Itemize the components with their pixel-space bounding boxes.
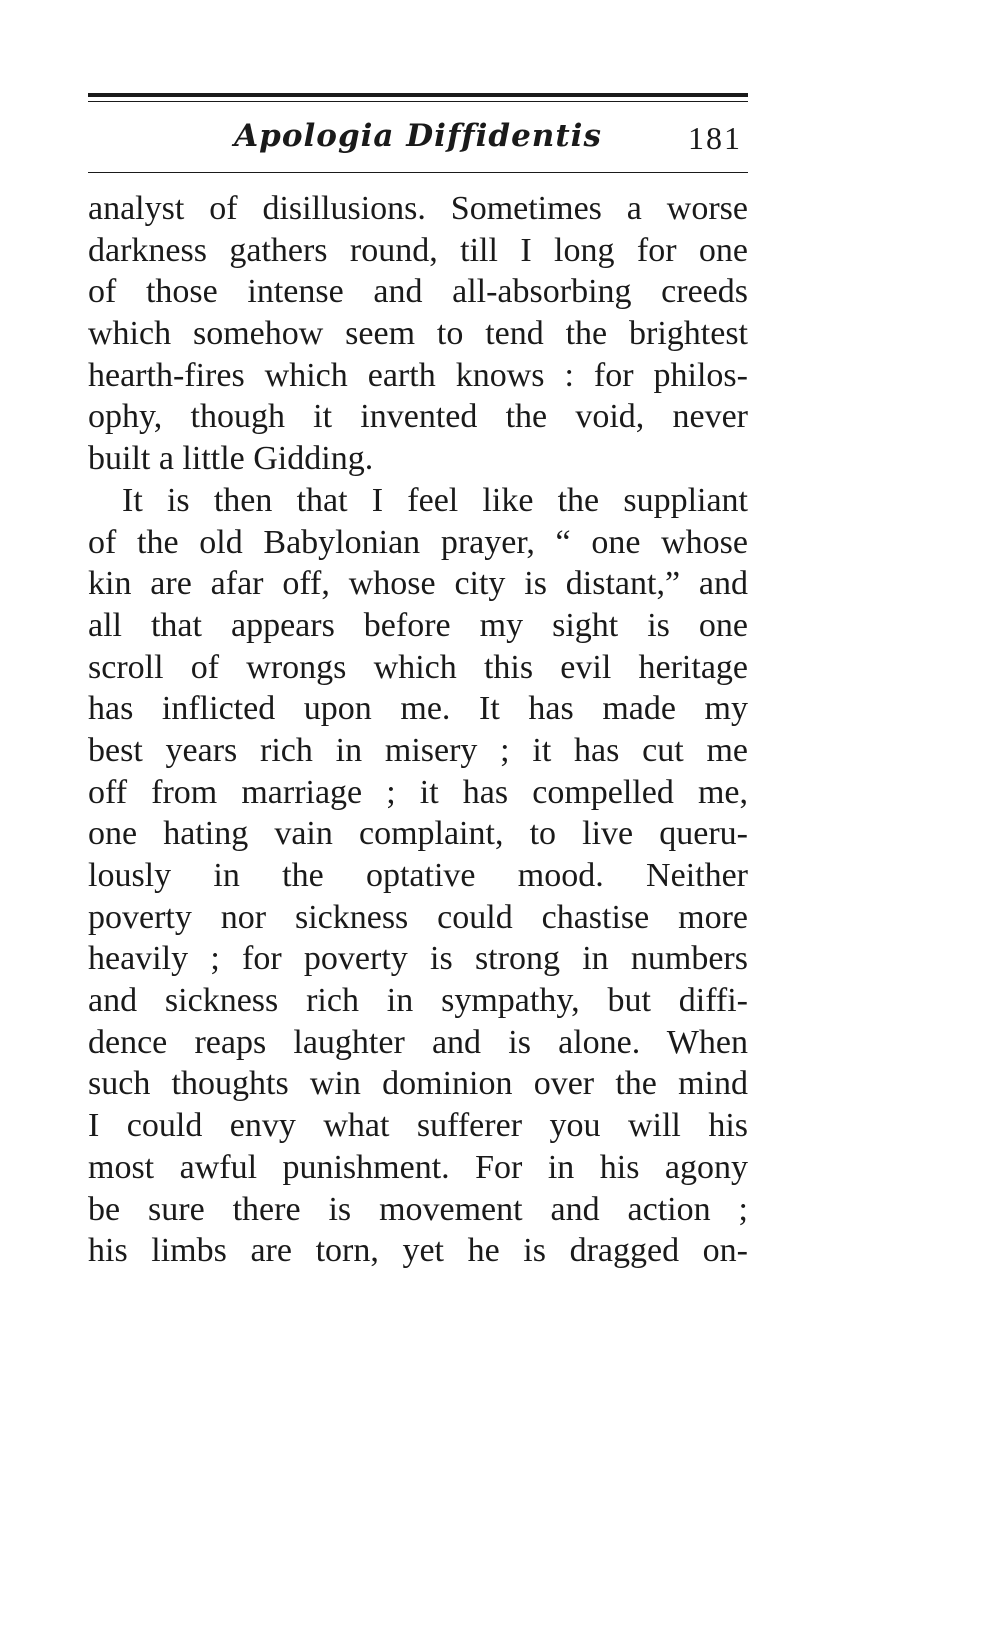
text-line: darkness gathers round, till I long for one: [88, 231, 748, 269]
text-line: built a little Gidding.: [88, 440, 374, 478]
text-line: dence reaps laughter and is alone. When: [88, 1023, 748, 1061]
text-line: poverty nor sickness could chastise more: [88, 898, 748, 936]
text-line: scroll of wrongs which this evil heritage: [88, 648, 748, 686]
text-line: analyst of disillusions. Sometimes a worse: [88, 190, 748, 227]
text-line: his limbs are torn, yet he is dragged on-: [88, 1232, 748, 1270]
text-line: ophy, though it invented the void, never: [88, 398, 748, 436]
text-line: such thoughts win dominion over the mind: [88, 1065, 748, 1103]
text-line: best years rich in misery ; it has cut me: [88, 731, 748, 769]
text-line: off from marriage ; it has compelled me,: [88, 773, 748, 811]
text-line: kin are afar off, whose city is distant,” and: [88, 565, 748, 603]
header-rule-thin: [88, 101, 748, 102]
text-line: be sure there is movement and action ;: [88, 1190, 748, 1228]
page-number: 181: [688, 120, 742, 156]
text-line: one hating vain complaint, to live queru-: [88, 815, 748, 853]
running-title: Apologia Diffidentis: [234, 118, 602, 154]
body-text: [88, 188, 748, 1272]
text-line: of the old Babylonian prayer, “ one whose: [88, 523, 748, 561]
text-line: all that appears before my sight is one: [88, 606, 748, 644]
text-line: of those intense and all-absorbing creeds: [88, 273, 748, 311]
text-line: I could envy what sufferer you will his: [88, 1107, 748, 1145]
text-line: which somehow seem to tend the brightest: [88, 315, 748, 353]
text-line: hearth-fires which earth knows : for philos-: [88, 356, 748, 394]
text-line: most awful punishment. For in his agony: [88, 1148, 748, 1186]
text-line: has inflicted upon me. It has made my: [88, 690, 748, 728]
header-rule-thick: [88, 93, 748, 97]
running-head: [88, 112, 748, 162]
text-line: heavily ; for poverty is strong in numbers: [88, 940, 748, 978]
header-rule-bottom: [88, 172, 748, 173]
text-line: It is then that I feel like the suppliant: [122, 481, 748, 519]
text-line: lously in the optative mood. Neither: [88, 857, 748, 894]
text-line: and sickness rich in sympathy, but diffi-: [88, 982, 748, 1020]
